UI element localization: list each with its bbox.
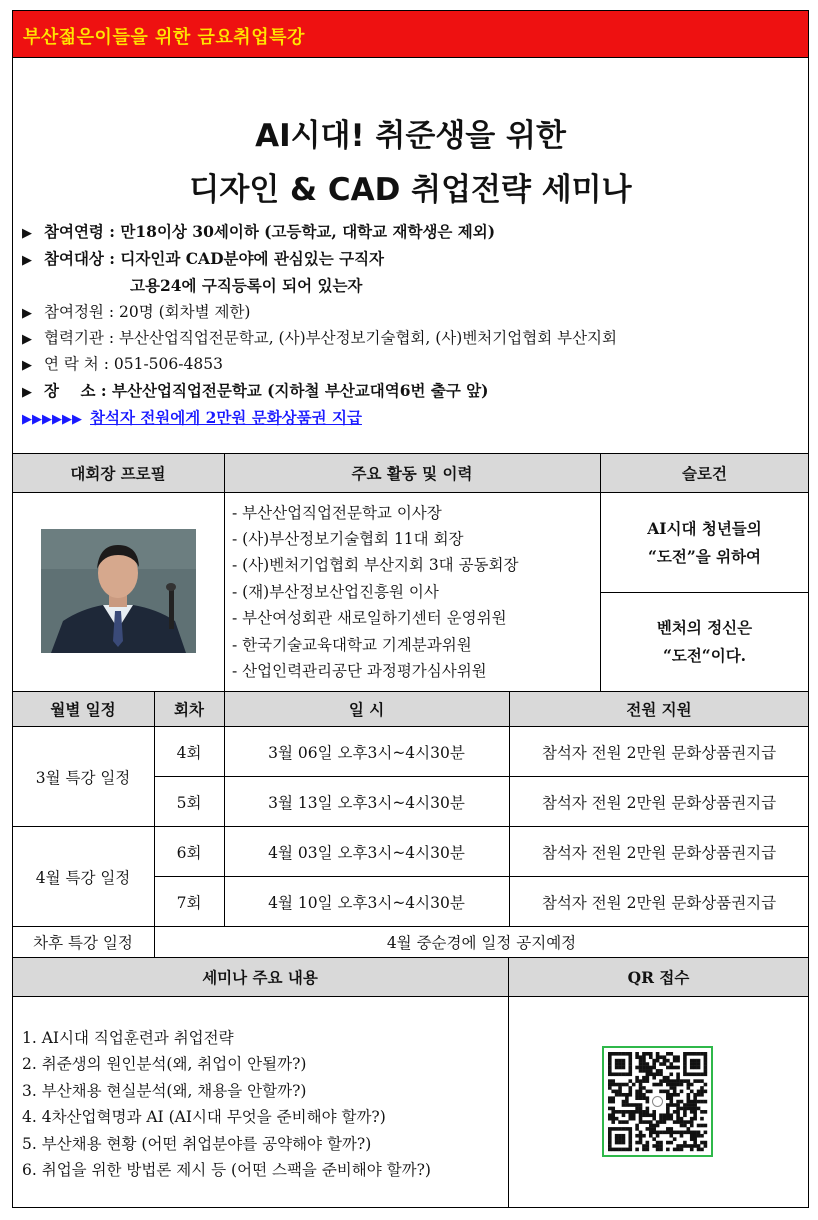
info-benefit [22,406,362,428]
title-line-1: AI시대! 취준생을 위한 [255,118,566,154]
month-march: 3월 특강 일정 [35,768,131,787]
qr-code-icon [604,1048,711,1155]
info-text: 051-506-4853 [108,355,223,373]
seminar-item: 1. AI시대 직업훈련과 취업전략 [22,1029,234,1047]
slogan-1 [600,493,809,592]
qr-code[interactable] [602,1046,713,1157]
arrow-icon: ▶ [22,332,32,347]
activity-item: - 한국기술교육대학교 기계분과위원 [232,636,472,654]
divider [12,996,809,997]
seminar-item: 2. 취준생의 원인분석(왜, 취업이 안될까?) [22,1055,307,1073]
activity-item: - (재)부산정보산업진흥원 이사 [232,583,439,601]
banner [12,10,809,58]
round-cell: 4회 [176,743,202,762]
arrow-row-icon: ▶▶▶▶▶▶ [22,412,82,427]
info-partners [22,326,617,348]
slogan-2 [600,593,809,691]
info-text: 20명 (회차별 제한) [114,303,251,321]
divider [224,453,225,691]
activity-item: - (사)벤처기업협회 부산지회 3대 공동회장 [232,556,519,574]
slogan-1-line-1: AI시대 청년들의 [647,518,762,538]
banner-text: 부산젊은이들을 위한 금요취업특강 [23,27,305,48]
slogan-2-line-1: 벤처의 정신은 [656,618,753,637]
datetime-cell: 4월 03일 오후3시~4시30분 [268,843,465,862]
info-capacity [22,300,250,322]
info-label: 참여정원 : [44,303,115,321]
header-support: 전원 지원 [626,700,692,719]
seminar-item: 5. 부산채용 현황 (어떤 취업분야를 공약해야 할까?) [22,1135,372,1153]
arrow-icon: ▶ [22,358,32,373]
datetime-cell: 4월 10일 오후3시~4시30분 [268,893,465,912]
title-line-2: 디자인 & CAD 취업전략 세미나 [189,172,632,208]
activity-item: - 산업인력관리공단 과정평가심사위원 [232,662,487,680]
header-activities: 주요 활동 및 이력 [351,464,473,483]
chairman-portrait-icon [41,529,196,653]
header-round: 회차 [174,700,204,719]
slogan-2-line-2: “도전“이다. [662,646,747,665]
arrow-icon: ▶ [22,226,32,241]
info-text: 부산산업직업전문학교, (사)부산정보기술협회, (사)벤처기업협회 부산지회 [114,329,617,347]
arrow-icon: ▶ [22,253,32,268]
seminar-item: 3. 부산채용 현실분석(왜, 채용을 안할까?) [22,1082,307,1100]
info-text: 고용24에 구직등록이 되어 있는자 [130,276,363,295]
info-text: 만18이상 30세이하 (고등학교, 대학교 재학생은 제외) [115,222,496,241]
info-label: 협력기관 : [44,329,115,347]
future-text: 4월 중순경에 일정 공지예정 [386,934,577,952]
header-qr: QR 접수 [627,968,690,987]
arrow-icon: ▶ [22,306,32,321]
seminar-item: 4. 4차산업혁명과 AI (AI시대 무엇을 준비해야 할까?) [22,1108,386,1126]
info-location [22,379,489,401]
activity-item: - 부산여성회관 새로일하기센터 운영위원 [232,609,507,627]
header-slogan: 슬로건 [682,464,727,483]
future-label: 차후 특강 일정 [33,934,133,952]
info-label: 장 소 : [44,381,107,400]
info-text: 부산산업직업전문학교 (지하철 부산교대역6번 출구 앞) [106,381,489,400]
info-target-cont [130,274,362,296]
header-month: 월별 일정 [50,700,116,719]
month-april: 4월 특강 일정 [35,868,131,887]
round-cell: 6회 [176,843,202,862]
header-datetime: 일 시 [348,700,385,719]
info-contact [22,352,223,374]
datetime-cell: 3월 13일 오후3시~4시30분 [268,793,465,812]
info-text: 디자인과 CAD분야에 관심있는 구직자 [115,249,385,268]
header-profile: 대회장 프로필 [70,464,166,483]
round-cell: 7회 [176,893,202,912]
support-cell: 참석자 전원 2만원 문화상품권지급 [541,743,777,762]
info-label: 참여대상 : [44,249,116,268]
info-label: 참여연령 : [44,222,116,241]
round-cell: 5회 [176,793,202,812]
slogan-1-line-2: “도전”을 위하여 [647,546,762,566]
support-cell: 참석자 전원 2만원 문화상품권지급 [541,843,777,862]
arrow-icon: ▶ [22,385,32,400]
support-cell: 참석자 전원 2만원 문화상품권지급 [541,793,777,812]
activity-item: - (사)부산정보기술협회 11대 회장 [232,530,464,548]
support-cell: 참석자 전원 2만원 문화상품권지급 [541,893,777,912]
chairman-photo [41,529,196,653]
seminar-item: 6. 취업을 위한 방법론 제시 등 (어떤 스팩을 준비해야 할까?) [22,1161,431,1179]
benefit-link[interactable]: 참석자 전원에게 2만원 문화상품권 지급 [90,408,362,427]
activity-item: - 부산산업직업전문학교 이사장 [232,504,442,522]
datetime-cell: 3월 06일 오후3시~4시30분 [268,743,465,762]
header-seminar: 세미나 주요 내용 [202,968,318,987]
info-age [22,220,495,242]
info-label: 연 락 처 : [44,355,109,373]
info-target [22,247,384,269]
